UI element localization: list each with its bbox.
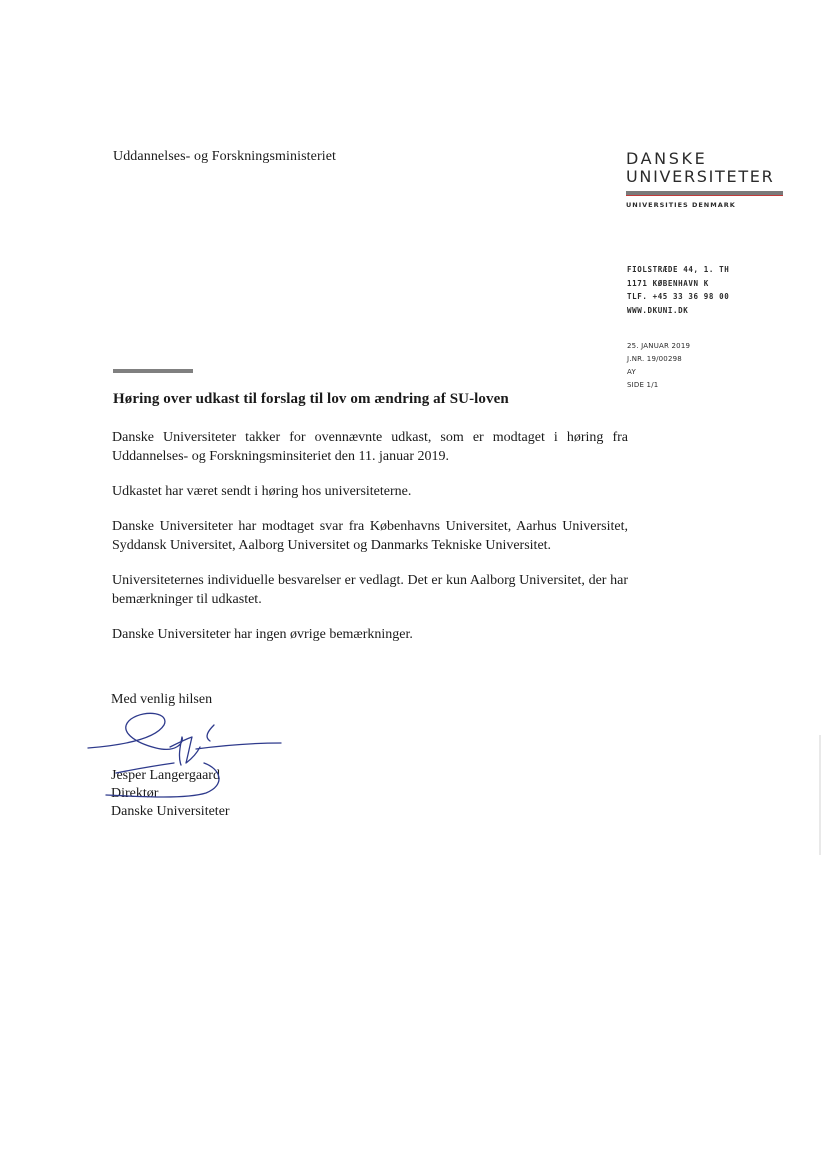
signer-title: Direktør <box>111 786 159 801</box>
signer-organization: Danske Universiteter <box>111 804 230 819</box>
closing: Med venlig hilsen <box>111 692 213 707</box>
meta-date: 25. JANUAR 2019 <box>627 342 691 350</box>
address-phone: TLF. +45 33 36 98 00 <box>627 292 730 301</box>
recipient: Uddannelses- og Forskningsministeriet <box>113 149 337 164</box>
paragraph: Danske Universiteter takker for ovennævnte udkast, som er modtaget i høring fra Uddannelses- og Forskningsminsiteriet den 11. januar 2019. <box>112 430 628 464</box>
address-street: FIOLSTRÆDE 44, 1. TH <box>627 265 730 274</box>
paragraph: Danske Universiteter har modtaget svar fra Københavns Universitet, Aarhus Universitet, Syddansk Universitet, Aalborg Universitet og Danmarks Tekniske Universitet. <box>112 519 628 553</box>
meta-page: SIDE 1/1 <box>627 381 659 389</box>
letter-body <box>112 428 628 644</box>
meta-journal: J.NR. 19/00298 <box>627 355 682 363</box>
subject-heading: Høring over udkast til forslag til lov om ændring af SU-loven <box>113 391 509 407</box>
paragraph: Danske Universiteter har ingen øvrige bemærkninger. <box>112 627 413 642</box>
handwritten-signature <box>86 703 286 803</box>
scan-edge <box>819 735 821 855</box>
address-web: WWW.DKUNI.DK <box>627 305 689 315</box>
address-city: 1171 KØBENHAVN K <box>627 278 709 288</box>
logo-line-1: DANSKE <box>626 149 708 168</box>
letter-meta <box>627 340 690 392</box>
logo-subtitle: UNIVERSITIES DENMARK <box>626 201 736 209</box>
subject-rule <box>113 369 193 373</box>
logo-bar <box>626 191 783 195</box>
signer-name: Jesper Langergaard <box>111 768 220 783</box>
sender-address <box>627 263 729 317</box>
logo-line-2: UNIVERSITETER <box>626 167 775 186</box>
logo <box>626 150 786 209</box>
paragraph: Udkastet har været sendt i høring hos universiteterne. <box>112 484 412 499</box>
paragraph: Universiteternes individuelle besvarelser er vedlagt. Det er kun Aalborg Universitet, der har bemærkninger til udkastet. <box>112 573 628 607</box>
meta-initials: AY <box>627 368 636 376</box>
